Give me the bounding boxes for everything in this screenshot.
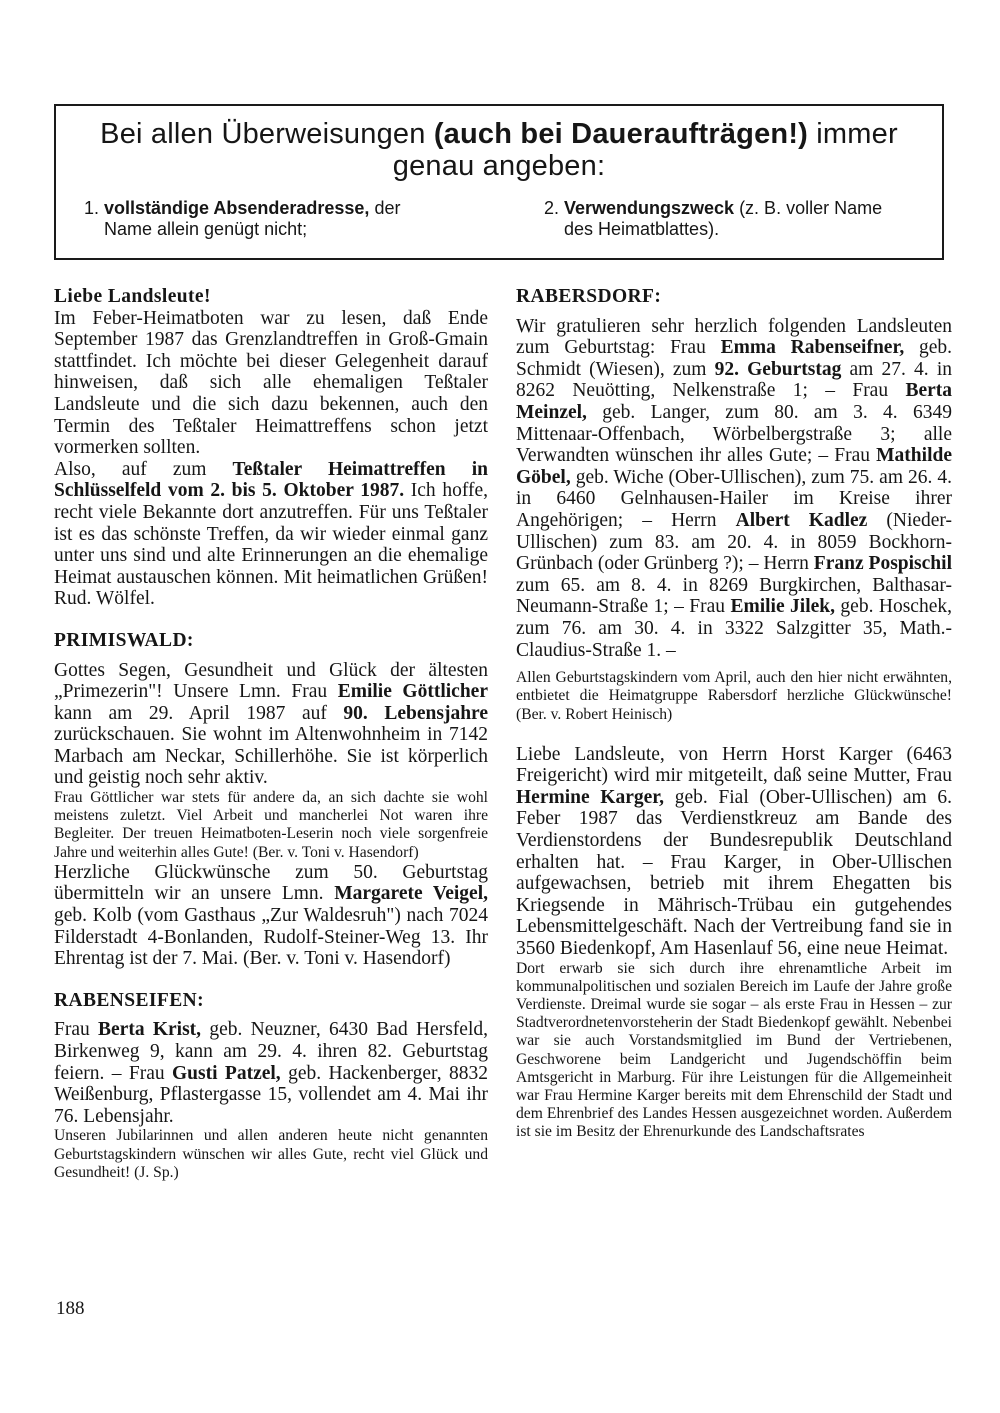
paragraph: Wir gratulieren sehr herzlich folgenden Landsleuten zum Geburtstag: Frau Emma Rabenseifner, geb. Schmidt (Wiesen), zum 92. Geburtstag am 27. 4. in 8262 Neuötting, Nelkenstraße 1; – Frau Berta Meinzel, geb. Langer, zum 80. am 3. 4. 6349 Mittenaar-Offenbach, Wörbelbergstraße 3; alle Verwandten wünschen ihr alles Gute; – Frau Mathilde Göbel, geb. Wiche (Ober-Ullischen), zum 75. am 26. 4. in 6460 Gelnhausen-Hailer im Kreise ihrer Angehörigen; – Herrn Albert Kadlez (Nieder-Ullischen) zum 83. am 20. 4. in 8059 Bockhorn-Grünbach (oder Grünberg ?); – Herrn Franz Pospischil zum 65. am 8. 4. in 8269 Burgkirchen, Balthasar-Neumann-Straße 1; – Frau Emilie Jilek, geb. Hoschek, zum 76. am 30. 4. in 3322 Salzgitter 35, Math.-Claudius-Straße 1. – xyxy=(516,315,953,661)
right-column xyxy=(516,286,952,1142)
notice-item-1: 1. vollständige Absenderadresse, der Name allein genügt nicht; xyxy=(84,198,401,239)
small-print-paragraph: Allen Geburtstagskindern vom April, auch den hier nicht erwähnten, entbietet die Heimatgruppe Rabersdorf herzliche Glückwünsche! (Ber. v. Robert Heinisch) xyxy=(516,669,952,723)
section-heading-rabersdorf: RABERSDORF: xyxy=(516,286,662,307)
paragraph: Also, auf zum Teßtaler Heimattreffen in Schlüsselfeld vom 2. bis 5. Oktober 1987. Ich hoffe, recht viele Bekannte dort anzutreffen. Für uns Teßtaler ist es das schönste Treffen, da wir wieder einmal ganz unter uns sind und alte Erinnerungen an die ehemalige Heimat austauschen können. Mit heimatlichen Grüßen! Rud. Wölfel. xyxy=(54,458,488,610)
paragraph: Liebe Landsleute, von Herrn Horst Karger (6463 Freigericht) wird mir mitgeteilt, daß seine Mutter, Frau Hermine Karger, geb. Fial (Ober-Ullischen) am 6. Feber 1987 das Verdienstkreuz am Bande des Verdienstordens der Bundesrepublik Deutschland erhalten hat. – Frau Karger, in Ober-Ullischen aufgewachsen, betrieb mit ihrem Ehegatten bis Kriegsende in Mährisch-Trübau ein gutgehendes Lebensmittelgeschäft. Nach der Vertreibung fand sie in 3560 Biedenkopf, Am Hasenlauf 56, eine neue Heimat. xyxy=(516,743,952,960)
notice-item-2: 2. Verwendungszweck (z. B. voller Name des Heimatblattes). xyxy=(544,198,883,239)
section-heading-rabenseifen: RABENSEIFEN: xyxy=(54,989,204,1011)
small-print-paragraph: Dort erwarb sie sich durch ihre ehrenamtliche Arbeit im kommunalpolitischen und sozialen Bereich im Laufe der Jahre große Verdienste. Dreimal wurde sie sogar – als erste Frau in Hessen – zur Stadtverordnetenvorsteherin der Stadt Biedenkopf gewählt. Nebenbei war sie auch Vorstandsmitglied im Bund der Vertriebenen, Geschworene beim Landgericht und Jugendschöffin beim Amtsgericht in Marburg. Für ihre Leistungen für die Allgemeinheit war Frau Hermine Karger bereits mit dem Ehrenschild der Stadt und dem Ehrenbrief des Landes Hessen ausgezeichnet worden. Außerdem ist sie im Besitz der Ehrenurkunde des Landschaftsrates xyxy=(516,959,952,1141)
left-column xyxy=(54,286,488,1182)
transfer-notice-box xyxy=(54,104,944,260)
small-print-paragraph: Frau Göttlicher war stets für andere da, an sich dachte sie wohl meistens zuletzt. Viel Arbeit und mancherlei Not waren ihre Begleiter. Der treuen Heimatboten-Leserin noch viele sorgenfreie Jahre und weiterhin alles Gute! (Ber. v. Toni v. Hasendorf) xyxy=(54,789,488,861)
notice-heading: Bei allen Überweisungen (auch bei Daueraufträgen!) immer genau angeben: xyxy=(100,118,898,182)
section-heading-primiswald: PRIMISWALD: xyxy=(54,629,194,651)
paragraph: Herzliche Glückwünsche zum 50. Geburtstag übermitteln wir an unsere Lmn. Margarete Veigel, geb. Kolb (vom Gasthaus „Zur Waldesruh") nach 7024 Filderstadt 4-Bonlanden, Rudolf-Steiner-Weg 13. Ihr Ehrentag ist der 7. Mai. (Ber. v. Toni v. Hasendorf) xyxy=(54,861,488,970)
paragraph: Frau Berta Krist, geb. Neuzner, 6430 Bad Hersfeld, Birkenweg 9, kann am 29. 4. ihren 82. Geburtstag feiern. – Frau Gusti Patzel, geb. Hackenberger, 8832 Weißenburg, Pflastergasse 15, vollendet am 4. Mai ihr 76. Lebensjahr. xyxy=(54,1019,488,1127)
paragraph: Gottes Segen, Gesundheit und Glück der ältesten „Primezerin"! Unsere Lmn. Frau Emilie Göttlicher kann am 29. April 1987 auf 90. Lebensjahre zurückschauen. Sie wohnt im Altenwohnheim in 7142 Marbach am Neckar, Schillerhöhe. Sie ist körperlich und geistig noch sehr aktiv. xyxy=(54,659,488,789)
greeting-heading: Liebe Landsleute! xyxy=(54,286,211,307)
paragraph: Im Feber-Heimatboten war zu lesen, daß Ende September 1987 das Grenzlandtreffen in Groß-Gmain stattfindet. Ich möchte bei dieser Gelegenheit darauf hinweisen, daß sich alle ehemaligen Teßtaler Landsleute und die sich dazu bekennen, auch den Termin des Teßtaler Heimattreffens schon jetzt vormerken sollten. xyxy=(54,307,488,459)
page-number: 188 xyxy=(56,1298,85,1319)
small-print-paragraph: Unseren Jubilarinnen und allen anderen heute nicht genannten Geburtstagskindern wünschen wir alles Gute, recht viel Glück und Gesundheit! (J. Sp.) xyxy=(54,1127,488,1181)
